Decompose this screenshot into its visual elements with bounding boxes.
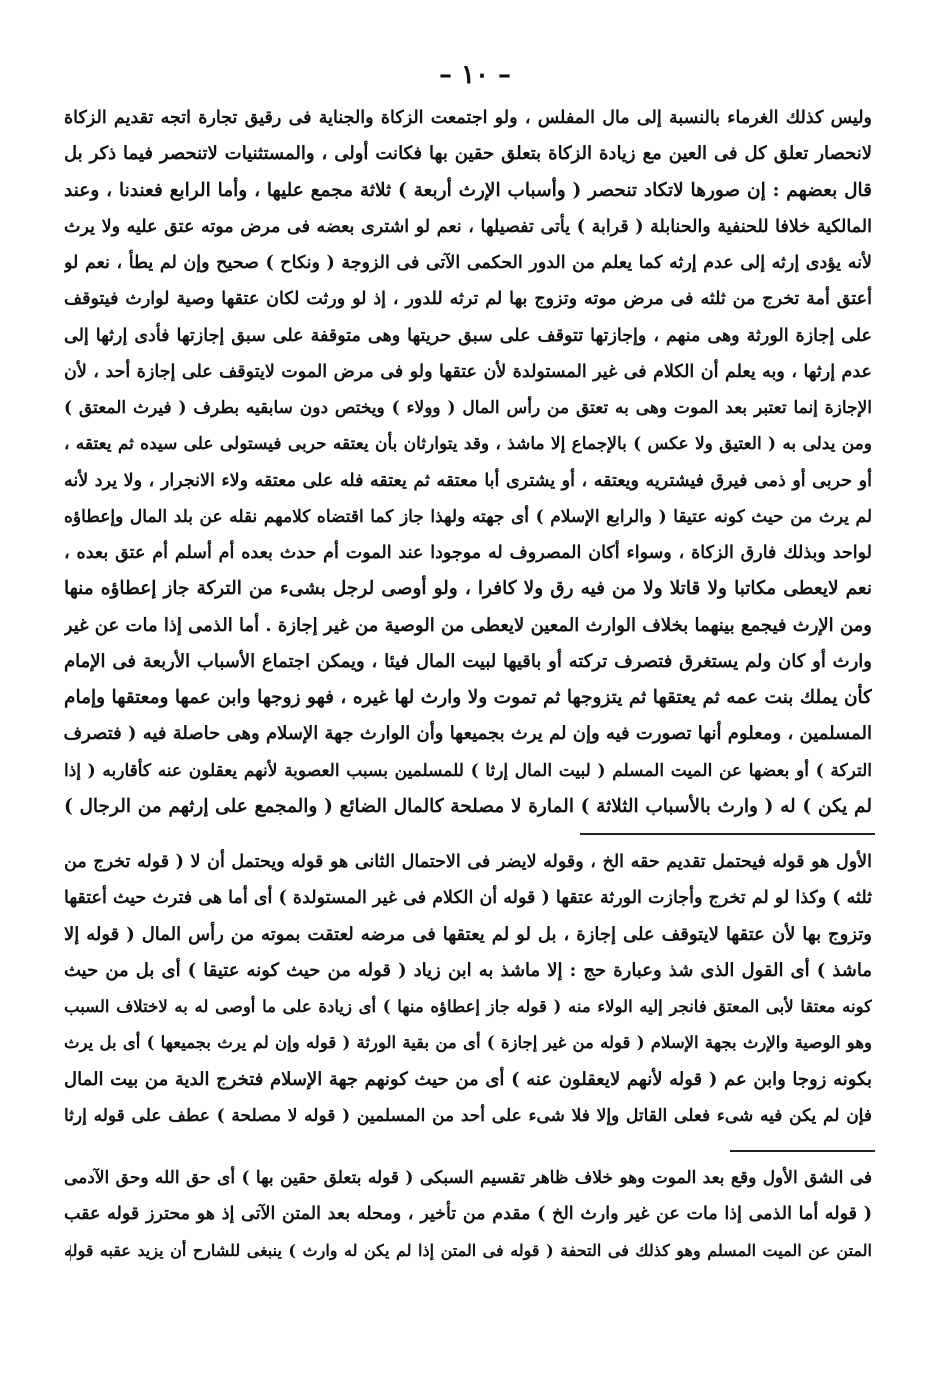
page-number: – ١٠ – [438,60,512,90]
text-line: وارث أو كان ولم يستغرق فتصرف تركته أو باقيها لبيت المال فيئا ، ويمكن اجتماع الأسباب الأربعة فى الإمام [64,650,872,672]
text-line: لانحصار تعلق كل فى العين مع زيادة الزكاة بتعلق حقين بها فكانت أولى ، والمستثنيات لاتنحصر فيما ذكر بل [64,143,872,165]
footnote-line: ( قوله أما الذمى إذا مات عن غير وارث الخ ) مقدم من تأخير ، ومحله بعد المتن الآتى إذ هو محترز قوله عقب [64,1204,872,1225]
text-line: نعم لايعطى مكاتبا ولا قاتلا ولا من فيه رق ولا كافرا ، ولو أوصى لرجل بشىء من التركة جاز إعطاؤه منها [64,578,872,600]
footnote-line: كونه معتقا لأبى المعتق فانجر إليه الولاء منه ( قوله جاز إعطاؤه منها ) أى زيادة على ما أوصى له به لاختلاف السبب [64,997,872,1017]
text-line: التركة ) أو بعضها عن الميت المسلم ( لبيت المال إرثا ) للمسلمين بسبب العصوبة لأنهم يعقلون عنه كأقاربه ( إذا [64,760,872,781]
text-line: لأنه يؤدى إرثه إلى عدم إرثه كما يعلم من الدور الحكمى الآتى فى الزوجة ( ونكاح ) صحيح وإن لم يطأ ، نعم لو [64,253,872,273]
text-line: المالكية خلافا للحنفية والحنابلة ( قرابة ) يأتى تفصيلها ، نعم لو اشترى بعضه فى مرض موته عتق عليه ولا يرث [64,216,872,237]
text-line: لواحد وبذلك فارق الزكاة ، وسواء أكان المصروف له موجودا عند الموت أم حدث بعده أم أسلم أم عتق بعده ، [64,543,872,563]
footnote-block [64,844,872,1134]
text-line: ومن الإرث فيجمع بينهما بخلاف الوارث المعين لايعطى من الوصية من غير إجازة . أما الذمى إذا مات عن غير [64,614,872,636]
text-line: عدم إرثها ، وبه يعلم أن الكلام فى غير المستولدة لأن عتقها ولو فى مرض الموت لايتوقف على إجازة أحد ، لأن [64,361,872,382]
footnote-line: الأول هو قوله فيحتمل تقديم حقه الخ ، وقوله لايضر فى الاحتمال الثانى هو قوله ويحتمل أن لا ( قوله تخرج من [64,852,872,872]
footnote-divider [580,833,875,835]
text-line: ومن يدلى به ( العتيق ولا عكس ) بالإجماع إلا ماشذ ، وقد يتوارثان بأن يعتقه حربى فيستولى على سيده ثم يعتقه ، [64,434,872,455]
text-line: لم يرث من حيث كونه عتيقا ( والرابع الإسلام ) أى جهته ولهذا جاز كما اقتضاه كلامهم نقله عن بلد المال وإعطاؤه [64,506,872,527]
text-line: الإجازة إنما تعتبر بعد الموت وهى به تعتق من رأس المال ( وولاء ) ويختص دون سابقيه بطرف ( فيرث المعتق ) [64,398,872,418]
main-text [64,100,872,825]
text-line: المسلمين ، ومعلوم أنها تصورت فيه وإن لم يرث بجميعها وأن الوارث جهة الإسلام وهى حاصلة فيه ( فتصرف [64,723,872,745]
footnote-line: فى الشق الأول وقع بعد الموت وهو خلاف ظاهر تقسيم السبكى ( قوله بتعلق حقين بها ) أى حق الله وحق الآدمى [64,1168,872,1188]
footnote-continuation-block [64,1160,872,1269]
text-line: قال بعضهم : إن صورها لاتكاد تنحصر ( وأسباب الإرث أربعة ) ثلاثة مجمع عليها ، وأما الرابع فعندنا ، وعند [64,179,872,201]
footnote-line: بكونه زوجا وابن عم ( قوله لأنهم لايعقلون عنه ) أى من حيث كونهم جهة الإسلام فتخرج الدية من بيت المال [64,1068,872,1090]
text-line: لم يكن ) له ( وارث بالأسباب الثلاثة ) المارة لا مصلحة كالمال الضائع ( والمجمع على إرثهم من الرجال ) [64,795,872,817]
footnote-line: ثلثه ) وكذا لو لم تخرج وأجازت الورثة عتقها ( قوله أن الكلام فى غير المستولدة ) أى أما هى فترث حيث أعتقها [64,888,872,909]
footnote-divider-short [730,1150,875,1152]
footnote-line: فإن لم يكن فيه شىء فعلى القاتل وإلا فلا شىء على أحد من المسلمين ( قوله لا مصلحة ) عطف على قوله إرثا [64,1106,872,1127]
margin-mark [70,1245,74,1261]
footnote-line: وتزوج بها لأن عتقها لايتوقف على إجازة ، بل لو لم يعتقها فى مرضه لعتقت بموته من رأس المال ( قوله إلا [64,923,872,945]
text-line: على إجازة الورثة وهى منهم ، وإجازتها تتوقف على سبق حريتها وهى متوقفة على سبق إجازتها فأدى إرثها إلى [64,325,872,346]
footnote-line: ماشذ ) أى القول الذى شذ وعبارة حج : إلا ماشذ به ابن زياد ( قوله من حيث كونه عتيقا ) أى بل من حيث [64,959,872,981]
text-line: أو حربى أو ذمى فيرق فيشتريه ويعتقه ، أو يشترى أبا معتقه ثم يعتقه فله على معتقه ولاء الانجرار ، ولا يرد لأنه [64,470,872,491]
footnote-line: وهو الوصية والإرث بجهة الإسلام ( قوله من غير إجازة ) أى من بقية الورثة ( قوله وإن لم يرث بجميعها ) أى بل يرث [64,1033,872,1053]
text-line: وليس كذلك الغرماء بالنسبة إلى مال المفلس ، ولو اجتمعت الزكاة والجناية فى رقيق تجارة اتجه تقديم الزكاة [64,108,872,128]
footnote-line: المتن عن الميت المسلم وهو كذلك فى التحفة ( قوله فى المتن إذا لم يكن له وارث ) ينبغى للشارح أن يزيد عقبه قوله [64,1240,872,1260]
text-line: كأن يملك بنت عمه ثم يعتقها ثم يتزوجها ثم تموت ولا وارث لها غيره ، فهو زوجها وابن عمها ومعتقها وإمام [64,687,872,708]
text-line: أعتق أمة تخرج من ثلثه فى مرض موته وتزوج بها لم ترثه للدور ، إذ لو ورثت لكان عتقها وصية لوارث فيتوقف [64,289,872,310]
